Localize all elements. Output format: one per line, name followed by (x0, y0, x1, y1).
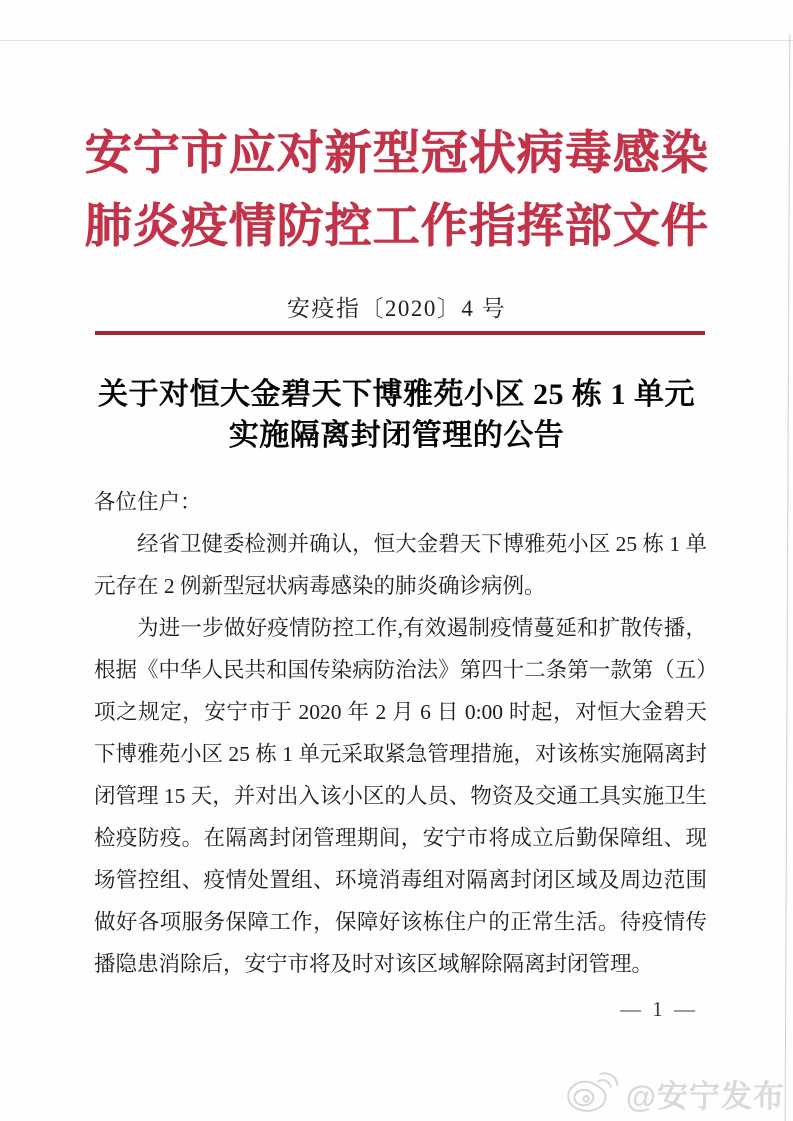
salutation: 各位住户： (94, 490, 202, 514)
page-number: — 1 — (620, 997, 698, 1021)
notice-title-line-2: 实施隔离封闭管理的公告 (228, 419, 565, 452)
body-paragraph-2: 为进一步做好疫情防控工作,有效遏制疫情蔓延和扩散传播，根据《中华人民共和国传染病防治法》第四十二条第一款第（五）项之规定，安宁市于 2020 年 2 月 6 日 0:00 时起，对恒大金碧天下博雅苑小区 25 栋 1 单元采取紧急管理措施，对该栋实施隔离封闭管理 15 天，并对出入该小区的人员、物资及交通工具实施卫生检疫防疫。在隔离封闭管理期间，安宁市将成立后勤保障组、现场管控组、疫情处置组、环境消毒组对隔离封闭区域及周边范围做好各项服务保障工作，保障好该栋住户的正常生活。待疫情传播隐患消除后，安宁市将及时对该区域解除隔离封闭管理。 (94, 616, 707, 976)
weibo-watermark (563, 1069, 785, 1117)
notice-title (0, 374, 793, 456)
document-body (94, 481, 707, 985)
weibo-icon (563, 1069, 621, 1117)
red-divider-rule (95, 331, 705, 335)
scan-artifact-horizontal (0, 40, 793, 41)
body-paragraph-1: 经省卫健委检测并确认，恒大金碧天下博雅苑小区 25 栋 1 单元存在 2 例新型冠状病毒感染的肺炎确诊病例。 (94, 532, 707, 598)
letterhead-line-2: 肺炎疫情防控工作指挥部文件 (84, 201, 709, 253)
watermark-handle: @安宁发布 (625, 1078, 785, 1114)
letterhead-line-1: 安宁市应对新型冠状病毒感染 (84, 128, 709, 180)
document-number: 安疫指〔2020〕4 号 (286, 296, 507, 321)
notice-title-line-1: 关于对恒大金碧天下博雅苑小区 25 栋 1 单元 (98, 378, 695, 411)
letterhead (0, 118, 793, 264)
